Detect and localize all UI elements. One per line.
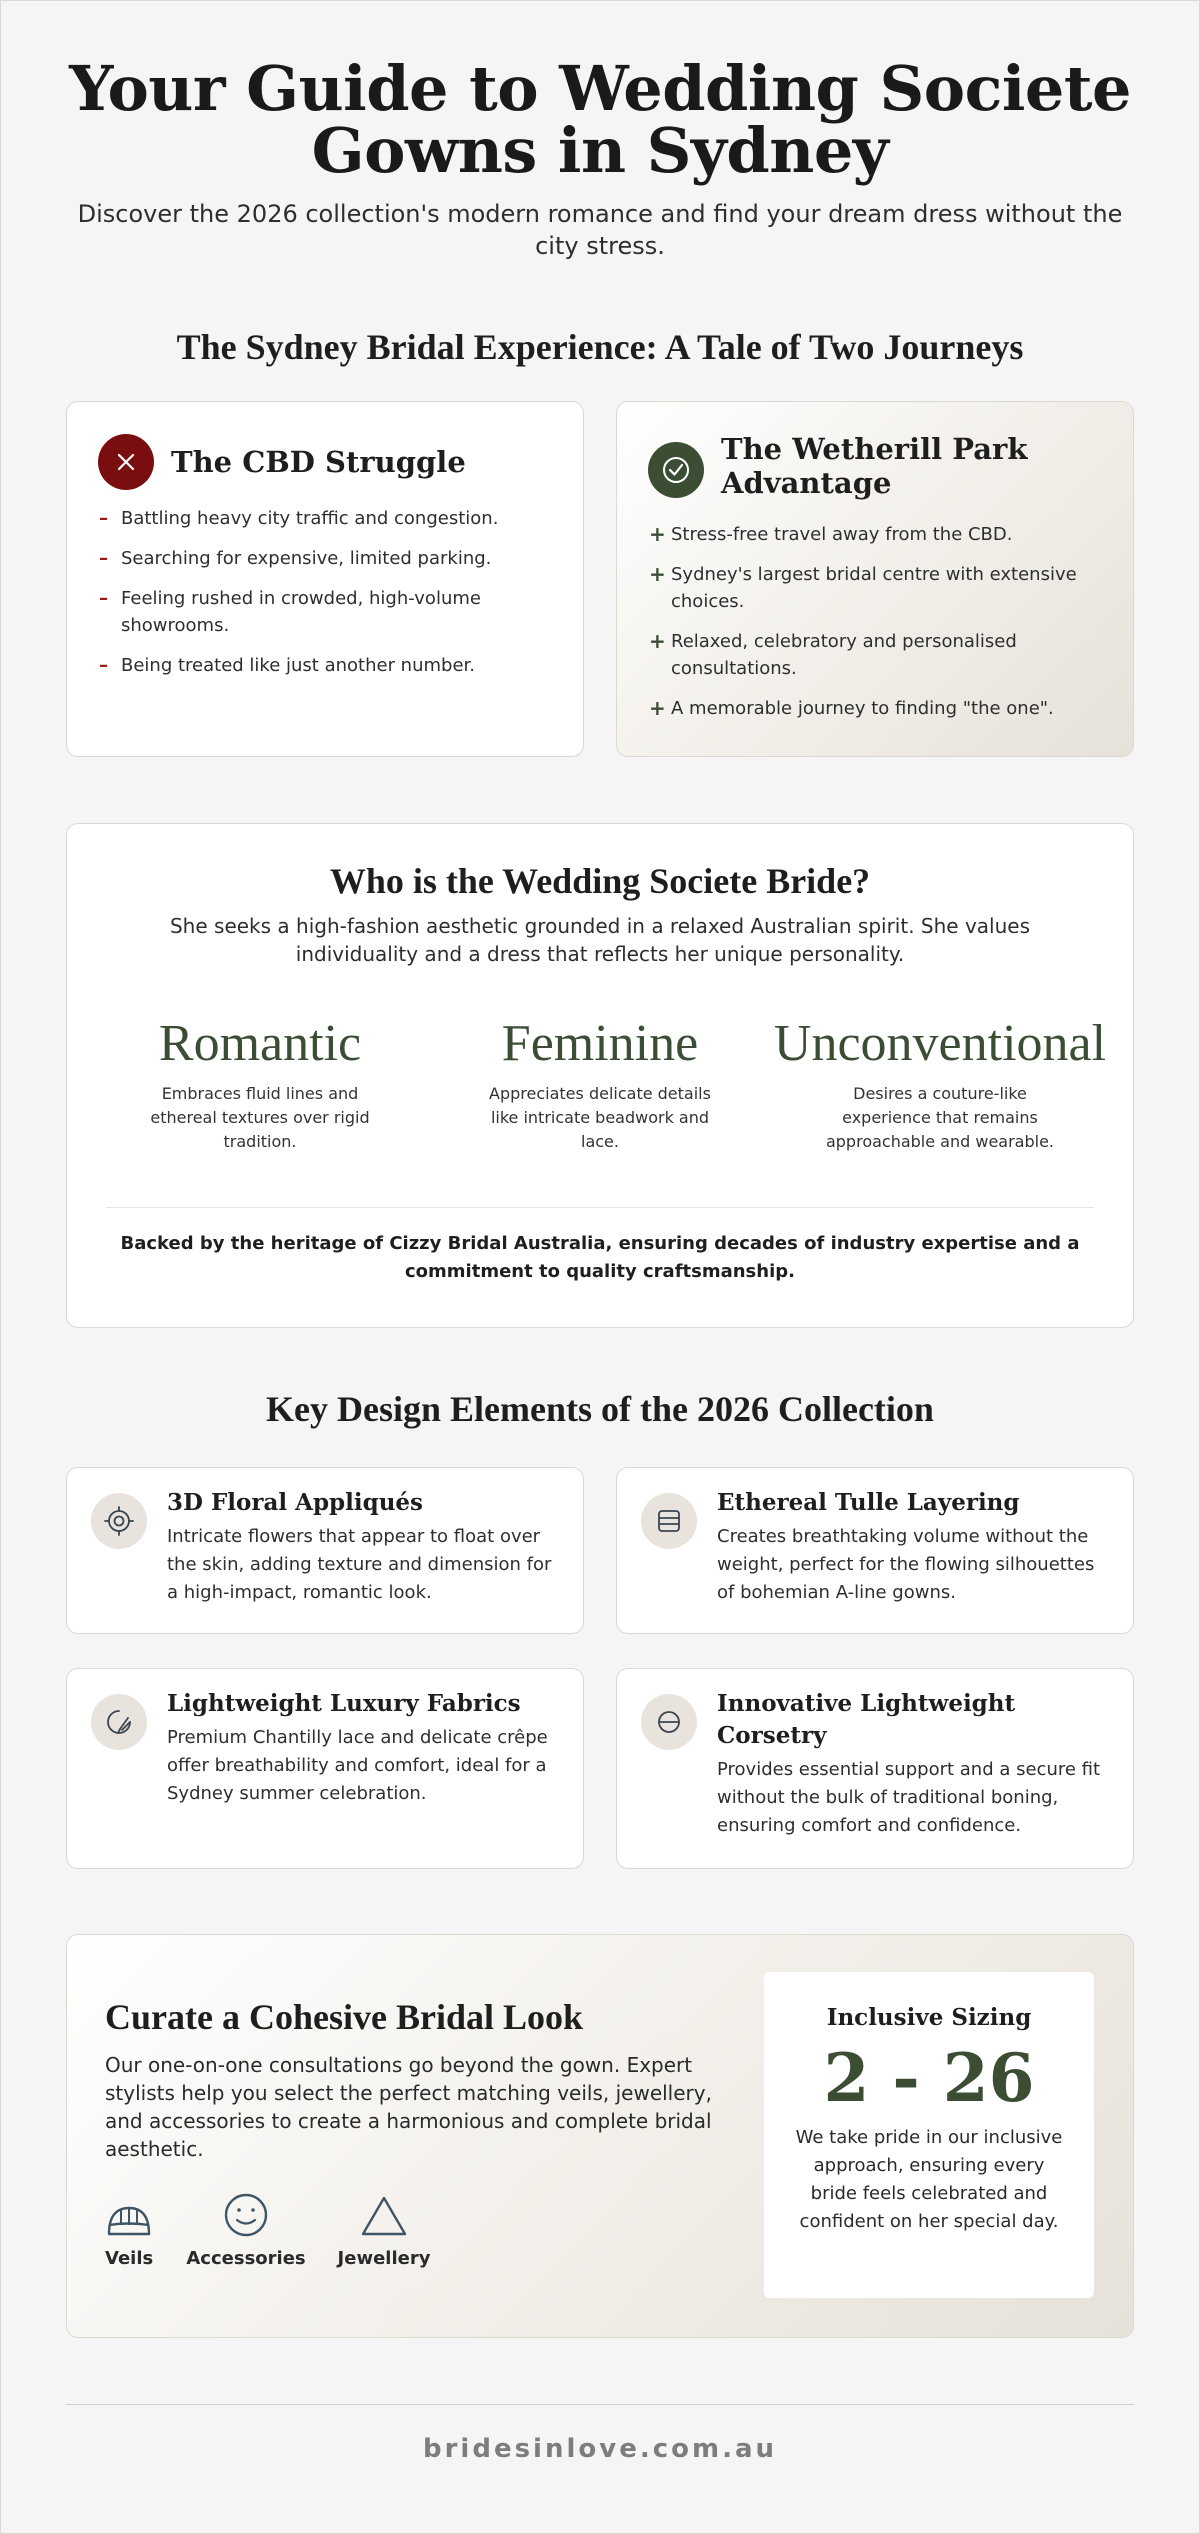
curate-title: Curate a Cohesive Bridal Look xyxy=(105,1997,584,2037)
design-section-title: Key Design Elements of the 2026 Collection xyxy=(266,1389,934,1429)
design-element-description: Premium Chantilly lace and delicate crêpe offer breathability and comfort, ideal for a Sydney summer celebration. xyxy=(167,1727,548,1804)
accessory-veils xyxy=(105,2190,153,2269)
design-element-description: Provides essential support and a secure fit without the bulk of traditional boning, ensuring comfort and confidence. xyxy=(717,1759,1101,1836)
list-item: + Stress-free travel away from the CBD. xyxy=(649,522,1013,546)
trait-word: Feminine xyxy=(501,1015,699,1072)
design-element-card xyxy=(66,1668,584,1869)
divider xyxy=(106,1207,1094,1208)
accessory-jewellery xyxy=(336,2190,432,2269)
sizing-range: 2 - 26 xyxy=(823,2039,1035,2117)
trait-word: Unconventional xyxy=(773,1015,1107,1072)
layers-icon xyxy=(641,1493,697,1549)
trait-romantic xyxy=(90,1014,430,1154)
minus-circle-icon xyxy=(641,1694,697,1750)
design-element-title: Innovative Lightweight Corsetry xyxy=(717,1690,1016,1749)
design-element-card xyxy=(616,1668,1134,1869)
wetherill-park-title: The Wetherill Park Advantage xyxy=(721,432,1028,500)
design-element-description: Creates breathtaking volume without the weight, perfect for the flowing silhouettes of bohemian A-line gowns. xyxy=(717,1526,1095,1603)
flower-icon xyxy=(91,1493,147,1549)
x-icon xyxy=(98,434,154,490)
list-item: – Feeling rushed in crowded, high-volume showrooms. xyxy=(99,588,481,636)
design-element-title: Ethereal Tulle Layering xyxy=(717,1489,1020,1516)
sizing-description: We take pride in our inclusive approach, ensuring every bride feels celebrated and confident on her special day. xyxy=(795,2127,1063,2232)
bride-section-title: Who is the Wedding Societe Bride? xyxy=(329,861,871,901)
list-item: + Relaxed, celebratory and personalised consultations. xyxy=(649,629,1017,679)
trait-unconventional xyxy=(770,1014,1110,1154)
footer-site-link[interactable]: bridesinlove.com.au xyxy=(422,2434,778,2464)
page-title: Your Guide to Wedding Societe Gowns in Sydney xyxy=(69,52,1131,187)
wetherill-park-card xyxy=(616,401,1134,757)
footer-divider xyxy=(66,2404,1134,2405)
accessory-label: Jewellery xyxy=(337,2248,431,2269)
list-item: – Being treated like just another number. xyxy=(99,655,476,676)
trait-description: Appreciates delicate details like intricate beadwork and lace. xyxy=(489,1084,711,1151)
accessory-accessories xyxy=(186,2190,306,2269)
accessory-label: Accessories xyxy=(186,2248,306,2269)
design-element-title: Lightweight Luxury Fabrics xyxy=(167,1690,521,1717)
design-element-title: 3D Floral Appliqués xyxy=(167,1489,423,1516)
design-element-card xyxy=(66,1467,584,1634)
wetherill-park-list xyxy=(649,521,1109,735)
cbd-struggle-list xyxy=(99,505,559,692)
page-subtitle: Discover the 2026 collection's modern romance and find your dream dress without the city stress. xyxy=(77,200,1123,260)
check-circle-icon xyxy=(648,442,704,498)
accessory-label: Veils xyxy=(105,2248,154,2269)
veil-icon xyxy=(105,2190,153,2238)
sizing-title: Inclusive Sizing xyxy=(826,2004,1032,2031)
list-item: – Searching for expensive, limited parking. xyxy=(99,548,492,569)
list-item: + A memorable journey to finding "the one". xyxy=(649,696,1054,720)
curate-description: Our one-on-one consultations go beyond the gown. Expert stylists help you select the perfect matching veils, jewellery, and accessories to create a harmonious and complete bridal aesthetic. xyxy=(105,2053,712,2161)
list-item: – Battling heavy city traffic and congestion. xyxy=(99,508,499,529)
trait-description: Desires a couture-like experience that remains approachable and wearable. xyxy=(825,1084,1055,1151)
triangle-icon xyxy=(336,2190,432,2238)
trait-feminine xyxy=(430,1014,770,1154)
trait-word: Romantic xyxy=(158,1015,362,1072)
cbd-struggle-card xyxy=(66,401,584,757)
design-element-description: Intricate flowers that appear to float over the skin, adding texture and dimension for a high-impact, romantic look. xyxy=(167,1526,552,1603)
smile-icon xyxy=(186,2190,306,2238)
heritage-statement: Backed by the heritage of Cizzy Bridal Australia, ensuring decades of industry expertise and a commitment to quality craftsmanship. xyxy=(120,1233,1080,1282)
bride-subtitle: She seeks a high-fashion aesthetic grounded in a relaxed Australian spirit. She values individuality and a dress that reflects her unique personality. xyxy=(169,914,1031,966)
journeys-section-title: The Sydney Bridal Experience: A Tale of Two Journeys xyxy=(176,327,1024,367)
list-item: + Sydney's largest bridal centre with extensive choices. xyxy=(649,562,1077,612)
trait-description: Embraces fluid lines and ethereal textures over rigid tradition. xyxy=(150,1084,370,1151)
feather-icon xyxy=(91,1694,147,1750)
inclusive-sizing-box xyxy=(764,1972,1094,2298)
cbd-struggle-title: The CBD Struggle xyxy=(171,445,466,479)
design-element-card xyxy=(616,1467,1134,1634)
